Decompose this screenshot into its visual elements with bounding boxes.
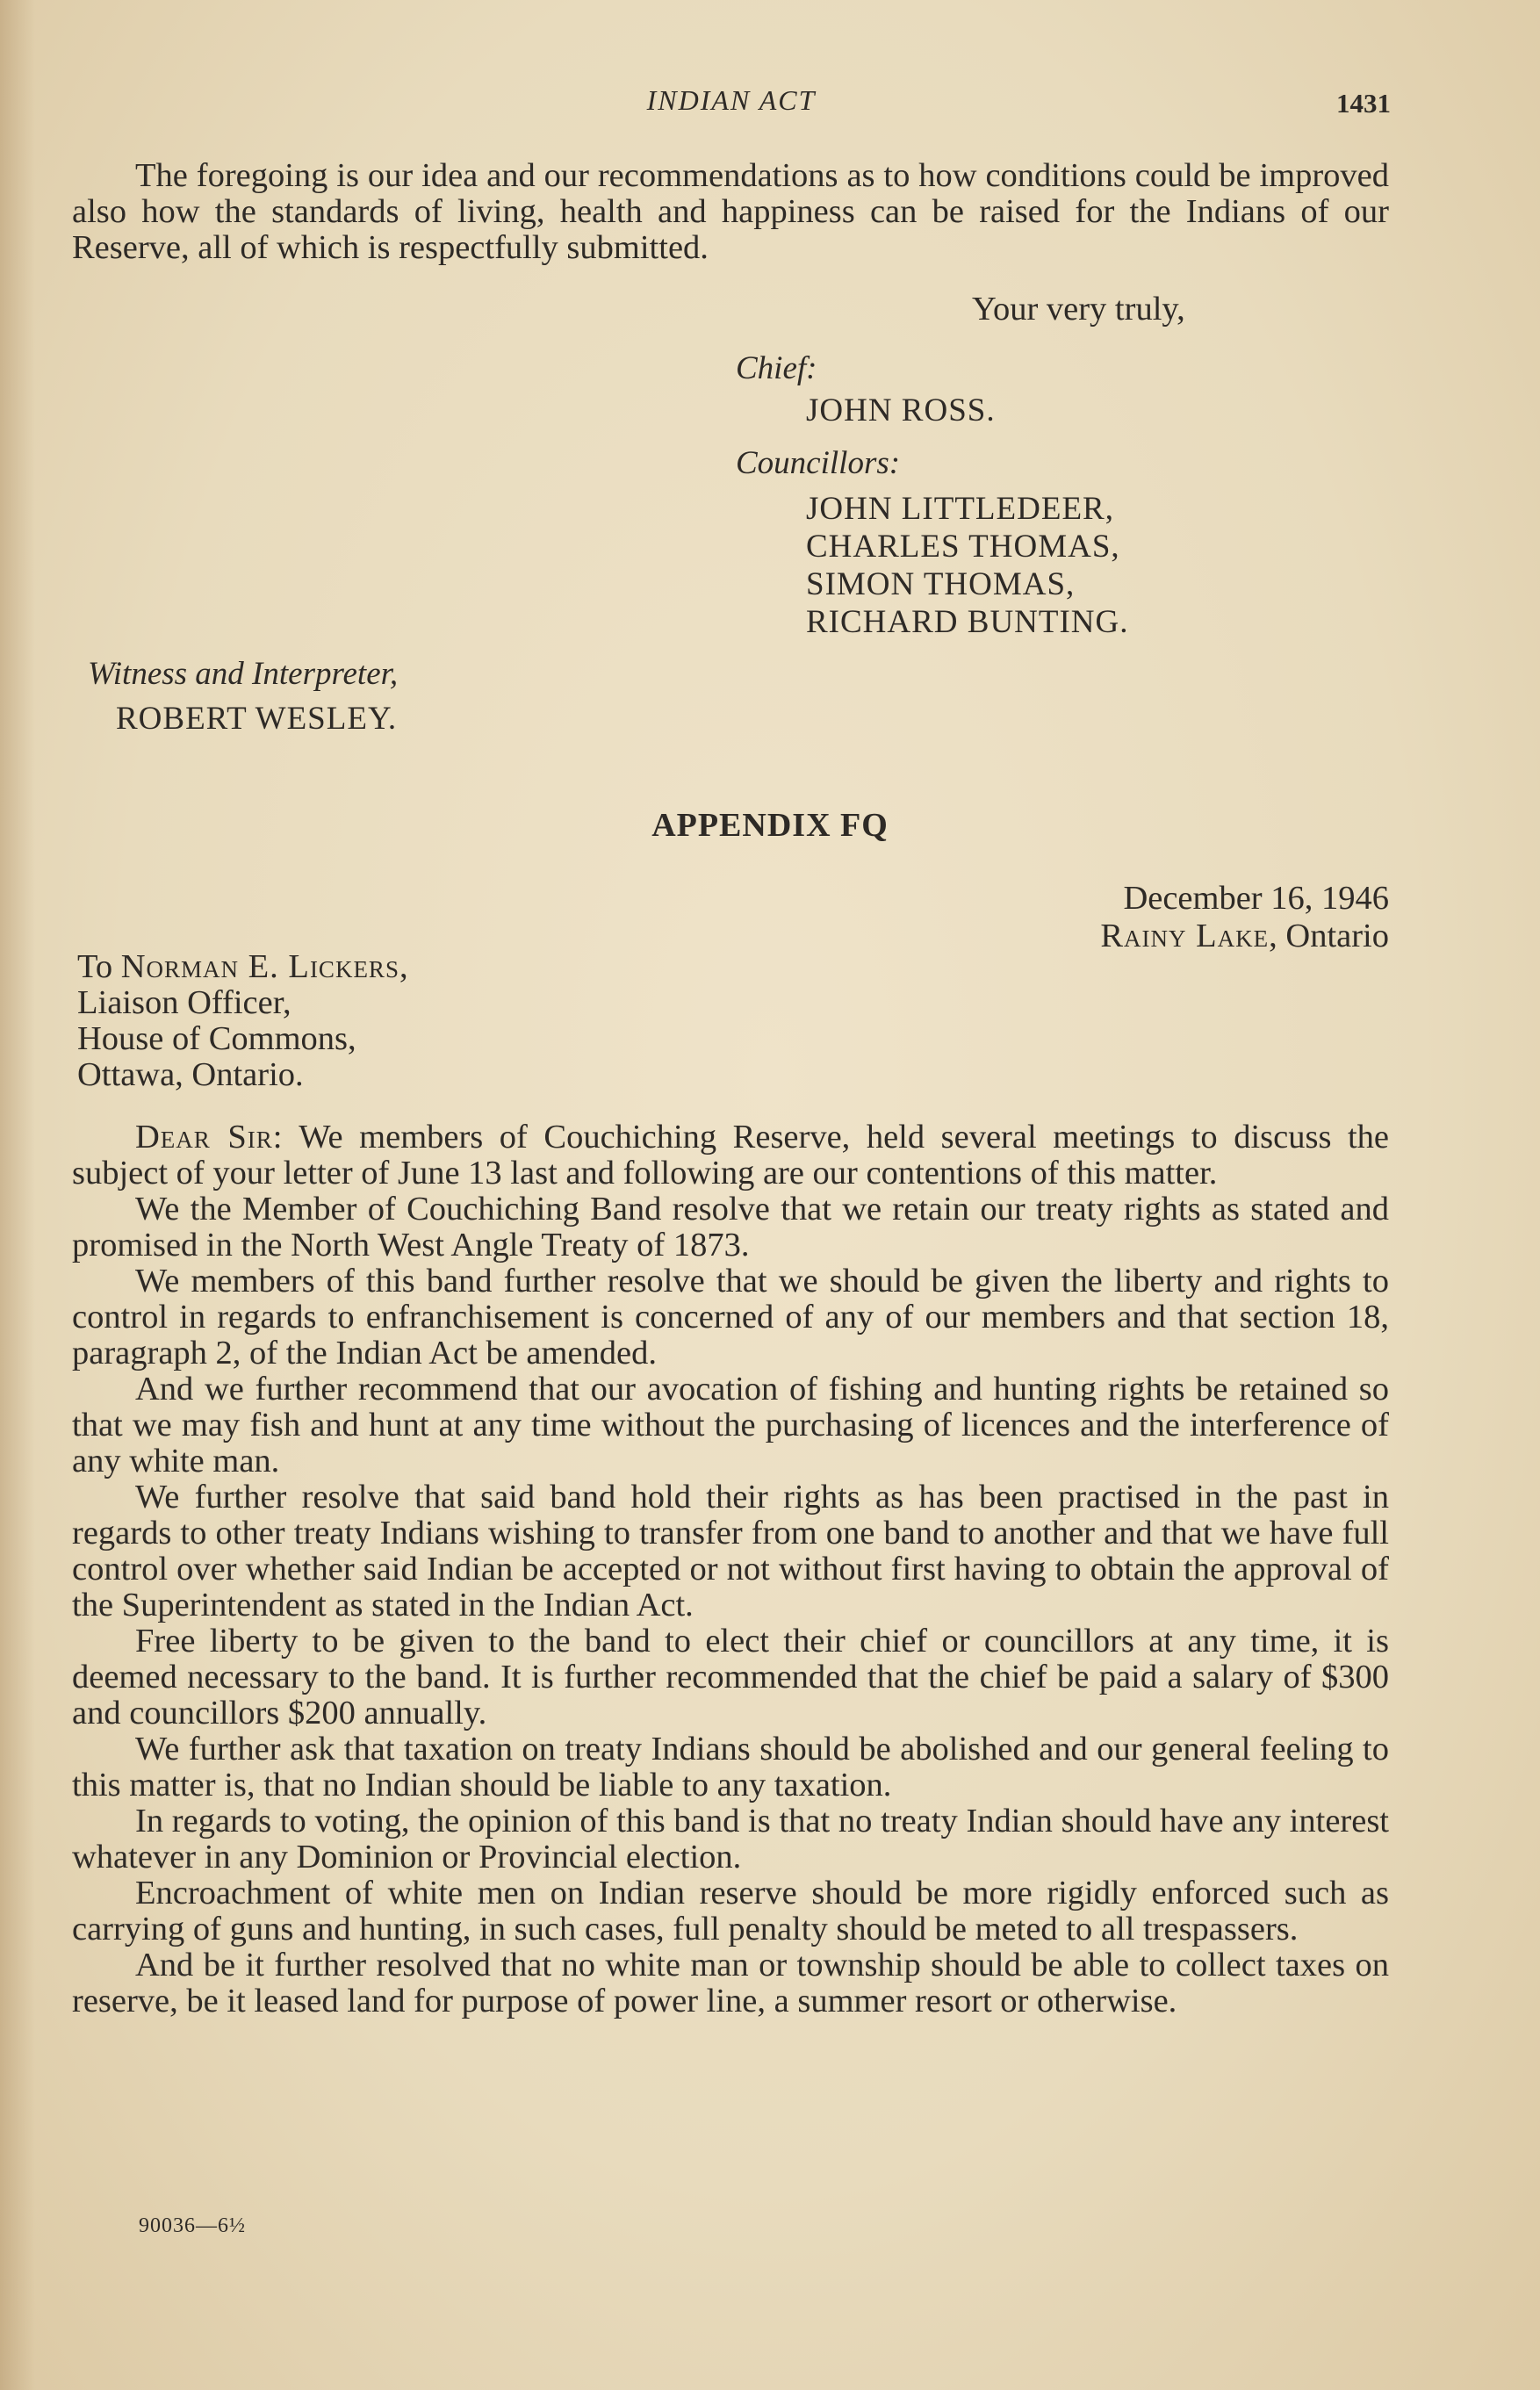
witness-name: ROBERT WESLEY.: [116, 701, 398, 737]
address-line: Liaison Officer,: [77, 984, 291, 1021]
footer-code: 90036—6½: [139, 2214, 246, 2237]
chief-label: Chief:: [736, 350, 817, 386]
place-name: Rainy Lake: [1100, 918, 1270, 954]
chief-name: JOHN ROSS.: [806, 392, 996, 428]
letter-date: December 16, 1946: [1123, 880, 1389, 917]
letter-place: [1100, 918, 1389, 955]
page-header: [72, 84, 1391, 128]
letter-body: [72, 1119, 1389, 2019]
councillor-name: JOHN LITTLEDEER,: [806, 491, 1114, 527]
first-paragraph-text: We members of Couchiching Reserve, held several meetings to discuss the subject of your letter of June 13 last and following are our contentions of this matter.: [72, 1119, 1389, 1191]
letter-paragraph: And we further recommend that our avocation of fishing and hunting rights be retained so that we may fish and hunt at any time without the purchasing of licences and the interference of any white man.: [72, 1371, 1389, 1479]
recipient-address: [77, 949, 409, 1093]
letter-dateline: [1100, 880, 1389, 955]
appendix-title: APPENDIX FQ: [651, 807, 889, 844]
letter-paragraph: Free liberty to be given to the band to elect their chief or councillors at any time, it is deemed necessary to the band. It is further recommended that the chief be paid a salary of $300 and councillors $200 annually.: [72, 1623, 1389, 1731]
witness-label: Witness and Interpreter,: [88, 656, 399, 692]
councillor-name: CHARLES THOMAS,: [806, 529, 1120, 565]
intro-paragraph: The foregoing is our idea and our recommendations as to how conditions could be improved also how the standards of living, health and happiness can be raised for the Indians of our Reserve, all of which is respectfully submitted.: [72, 157, 1389, 266]
letter-paragraph: We the Member of Couchiching Band resolve that we retain our treaty rights as stated and promised in the North West Angle Treaty of 1873.: [72, 1191, 1389, 1263]
letter-paragraph: We members of this band further resolve that we should be given the liberty and rights to control in regards to enfranchisement is concerned of any of our members and that section 18, paragraph 2, of the Indian Act be amended.: [72, 1263, 1389, 1371]
councillor-name: RICHARD BUNTING.: [806, 604, 1129, 640]
letter-paragraph: We further resolve that said band hold their rights as has been practised in the past in regards to other treaty Indians wishing to transfer from one band to another and that we have full control over whether said Indian be accepted or not without first having to obtain the approval of the Superintendent as stated in the Indian Act.: [72, 1479, 1389, 1623]
letter-paragraph: In regards to voting, the opinion of this band is that no treaty Indian should have any interest whatever in any Dominion or Provincial election.: [72, 1803, 1389, 1875]
address-line: House of Commons,: [77, 1020, 356, 1057]
recipient-line: [77, 949, 409, 985]
letter-paragraph: [72, 1119, 1389, 1191]
letter-paragraph: And be it further resolved that no white man or township should be able to collect taxes on reserve, be it leased land for purpose of power line, a summer resort or otherwise.: [72, 1947, 1389, 2019]
running-title: INDIAN ACT: [646, 84, 817, 116]
closing-line: Your very truly,: [972, 291, 1185, 328]
salutation: Dear Sir:: [135, 1119, 284, 1155]
place-province: , Ontario: [1269, 918, 1389, 954]
address-line: Ottawa, Ontario.: [77, 1056, 304, 1093]
letter-paragraph: We further ask that taxation on treaty Indians should be abolished and our general feeling to this matter is, that no Indian should be liable to any taxation.: [72, 1731, 1389, 1803]
letter-paragraph: Encroachment of white men on Indian reserve should be more rigidly enforced such as carrying of guns and hunting, in such cases, full penalty should be meted to all trespassers.: [72, 1875, 1389, 1947]
page-number: 1431: [1336, 88, 1391, 119]
councillors-label: Councillors:: [736, 445, 901, 481]
intro-section: [72, 158, 1389, 266]
address-to: To: [77, 948, 113, 985]
councillors-list: [806, 490, 1129, 641]
councillor-name: SIMON THOMAS,: [806, 566, 1076, 602]
recipient-name: Norman E. Lickers,: [120, 948, 409, 985]
